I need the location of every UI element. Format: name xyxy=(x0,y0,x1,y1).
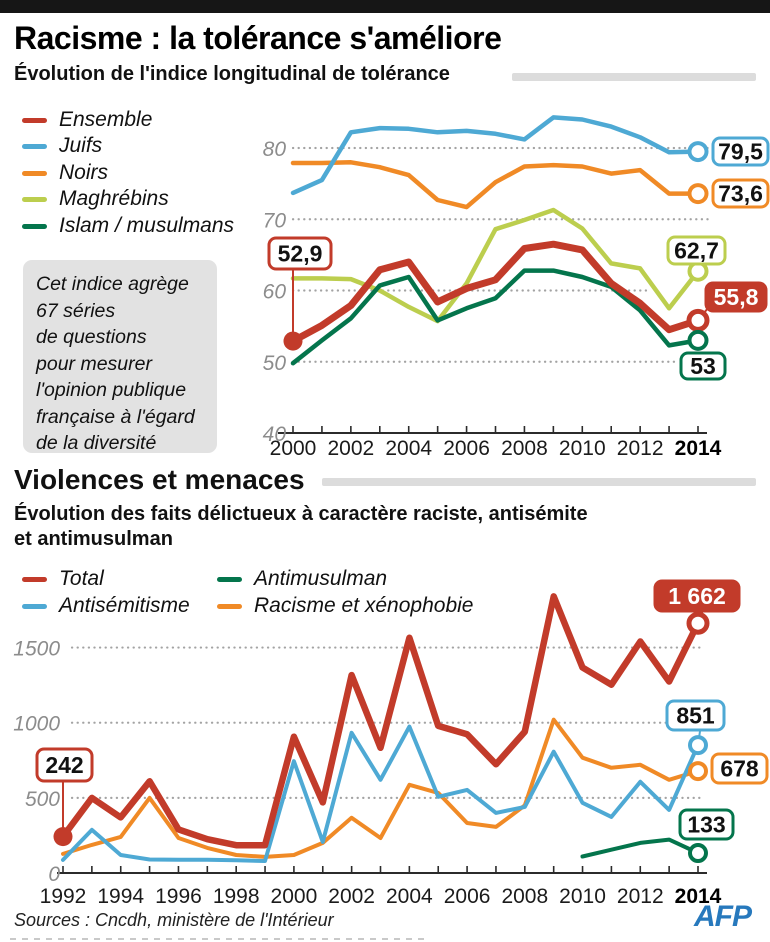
value-label-islam-musulmans-text: 53 xyxy=(690,353,716,379)
violences-et-menaces-x-tick-label: 2004 xyxy=(386,885,433,908)
end-circle-ensemble xyxy=(689,311,707,329)
end-circle-islam-musulmans xyxy=(690,332,707,349)
legend-label: Juifs xyxy=(59,134,103,157)
volution-de-l-indice-longitudinal-de-tol-rance-x-tick-label: 2010 xyxy=(558,437,606,460)
note-line: française à l'égard xyxy=(36,405,195,428)
note-line: l'opinion publique xyxy=(36,379,187,401)
violences-et-menaces-x-tick-label: 2002 xyxy=(328,885,375,908)
bottom-dashed-rule xyxy=(10,938,424,940)
value-label-juifs-text: 79,5 xyxy=(718,138,763,165)
violences-et-menaces-x-tick-label: 2006 xyxy=(443,885,491,908)
violences-et-menaces-x-tick-label: 1996 xyxy=(155,885,202,908)
end-circle-total xyxy=(689,614,707,632)
volution-de-l-indice-longitudinal-de-tol-rance-x-tick-label: 2004 xyxy=(385,437,433,460)
start-dot-total xyxy=(54,827,73,846)
series-line-ensemble xyxy=(293,244,698,341)
volution-de-l-indice-longitudinal-de-tol-rance-y-tick-label: 40 xyxy=(262,423,286,446)
note-line: de la diversité xyxy=(36,432,157,454)
legend-label: Total xyxy=(59,567,104,590)
violences-et-menaces-y-tick-label: 1500 xyxy=(13,637,60,661)
volution-de-l-indice-longitudinal-de-tol-rance-x-tick-label: 2006 xyxy=(443,437,490,460)
volution-de-l-indice-longitudinal-de-tol-rance-x-tick-label: 2012 xyxy=(616,437,664,460)
note-line: de questions xyxy=(36,326,147,348)
value-label-antimusulman-text: 133 xyxy=(687,811,726,838)
violences-et-menaces-x-tick-label: 2012 xyxy=(616,885,664,908)
legend-label: Racisme et xénophobie xyxy=(254,594,474,617)
violences-et-menaces-x-tick-label: 2014 xyxy=(674,885,722,908)
volution-de-l-indice-longitudinal-de-tol-rance-x-tick-label: 2002 xyxy=(327,437,375,460)
end-circle-antimusulman xyxy=(690,845,706,861)
legend-label: Antimusulman xyxy=(254,567,388,590)
value-label-ensemble-text: 55,8 xyxy=(713,284,759,310)
legend-label: Islam / musulmans xyxy=(59,214,235,237)
end-circle-antis-mitisme xyxy=(690,737,706,753)
violences-et-menaces-x-tick-label: 2008 xyxy=(501,885,549,908)
afp-logo: AFP xyxy=(694,900,751,933)
end-circle-juifs xyxy=(690,143,707,160)
value-label-antis-mitisme-text: 851 xyxy=(676,702,715,729)
violences-et-menaces-y-tick-label: 500 xyxy=(24,787,60,811)
violences-et-menaces-x-tick-label: 2000 xyxy=(270,885,318,908)
legend-label: Ensemble xyxy=(59,108,153,131)
section-title-violences: Violences et menaces xyxy=(14,464,305,495)
legend-label: Maghrébins xyxy=(59,187,169,210)
violences-et-menaces-x-tick-label: 2010 xyxy=(559,885,606,908)
violences-et-menaces-x-tick-label: 1992 xyxy=(39,885,87,908)
series-line-islam-musulmans xyxy=(293,271,698,364)
violences-et-menaces-y-tick-label: 1000 xyxy=(13,712,60,736)
violences-et-menaces-x-tick-label: 1998 xyxy=(212,885,260,908)
legend-label: Antisémitisme xyxy=(59,594,190,617)
legend-label: Noirs xyxy=(59,161,109,184)
end-circle-noirs xyxy=(690,185,707,202)
series-line-noirs xyxy=(293,162,698,207)
value-label-total-text: 1 662 xyxy=(668,583,726,609)
sources-note: Sources : Cncdh, ministère de l'Intérieur xyxy=(14,910,334,930)
subtitle-line: Évolution des faits délictueux à caractère raciste, antisémite xyxy=(14,503,588,525)
volution-de-l-indice-longitudinal-de-tol-rance-y-tick-label: 70 xyxy=(262,209,286,233)
series-line-antimusulman xyxy=(583,840,699,857)
volution-de-l-indice-longitudinal-de-tol-rance-x-tick-label: 2000 xyxy=(269,437,317,460)
value-label-ensemble-start-text: 52,9 xyxy=(277,240,323,267)
value-label-racisme-et-x-nophobie-text: 678 xyxy=(720,755,759,782)
volution-de-l-indice-longitudinal-de-tol-rance-x-tick-label: 2008 xyxy=(501,437,548,460)
violences-et-menaces-y-tick-label: 0 xyxy=(48,863,60,886)
page-title: Racisme : la tolérance s'améliore xyxy=(14,20,502,56)
end-circle-racisme-et-x-nophobie xyxy=(690,763,706,779)
note-line: Cet indice agrège xyxy=(36,273,189,295)
volution-de-l-indice-longitudinal-de-tol-rance-x-tick-label: 2014 xyxy=(674,437,722,460)
volution-de-l-indice-longitudinal-de-tol-rance-y-tick-label: 80 xyxy=(262,138,286,161)
volution-de-l-indice-longitudinal-de-tol-rance-y-tick-label: 60 xyxy=(262,280,286,304)
top-chart-subtitle: Évolution de l'indice longitudinal de tolérance xyxy=(14,63,450,85)
start-dot-ensemble xyxy=(284,332,303,351)
value-label-noirs-text: 73,6 xyxy=(718,180,763,207)
value-label-maghr-bins-text: 62,7 xyxy=(674,237,719,264)
note-line: 67 séries xyxy=(36,299,116,322)
volution-de-l-indice-longitudinal-de-tol-rance-y-tick-label: 50 xyxy=(262,351,286,375)
subtitle-line: et antimusulman xyxy=(14,528,173,550)
violences-et-menaces-x-tick-label: 1994 xyxy=(97,885,145,908)
note-line: pour mesurer xyxy=(36,352,152,375)
value-label-total-start-text: 242 xyxy=(45,752,84,778)
